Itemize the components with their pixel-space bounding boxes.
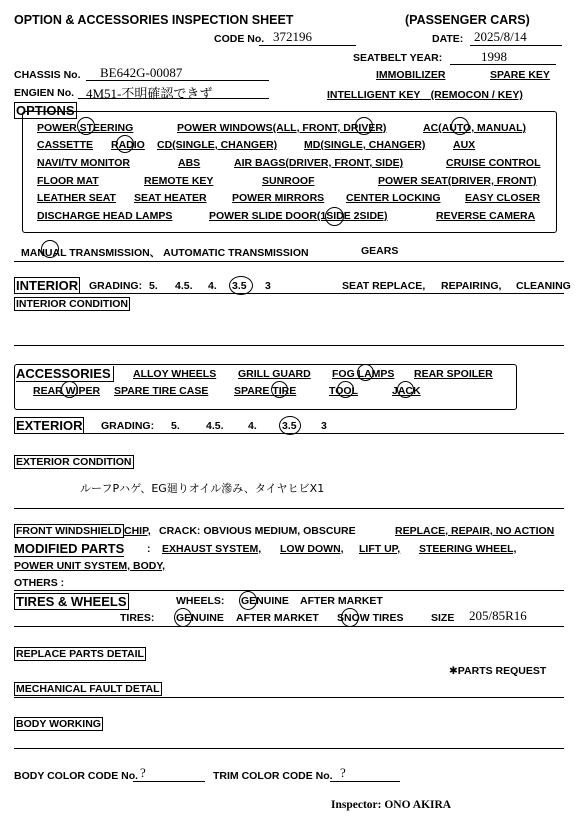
chassis-value[interactable]: BE642G-00087 <box>100 65 183 80</box>
selection-mark-tires-genuine <box>174 608 192 627</box>
body-color-label: BODY COLOR CODE No. <box>14 770 139 782</box>
option-floor-mat[interactable]: FLOOR MAT <box>37 175 99 187</box>
modified-exhaust[interactable]: EXHAUST SYSTEM, <box>162 543 262 555</box>
seatbelt-value[interactable]: 1998 <box>481 49 507 64</box>
accessory-tool[interactable]: TOOL <box>329 385 358 397</box>
tires-wheels-title: TIRES & WHEELS <box>16 594 127 609</box>
parts-request-label: ✱PARTS REQUEST <box>449 665 547 677</box>
interior-grade-5[interactable]: 5. <box>149 280 158 292</box>
option-radio[interactable]: RADIO <box>111 139 145 151</box>
mechanical-fault-label: MECHANICAL FAULT DETAL <box>16 683 160 695</box>
tire-size-value[interactable]: 205/85R16 <box>469 608 527 623</box>
option-center-locking[interactable]: CENTER LOCKING <box>346 192 441 204</box>
selection-mark-rear-wiper <box>61 381 78 398</box>
date-label: DATE: <box>432 33 464 45</box>
interior-repairing[interactable]: REPAIRING, <box>441 280 502 292</box>
date-value[interactable]: 2025/8/14 <box>474 29 527 44</box>
selection-mark-tool <box>337 381 354 398</box>
code-label: CODE No. <box>214 33 265 45</box>
code-value[interactable]: 372196 <box>273 29 312 44</box>
option-power-windows[interactable]: POWER WINDOWS(ALL, FRONT, DRIVER) <box>177 122 387 134</box>
option-easy-closer[interactable]: EASY CLOSER <box>465 192 541 204</box>
interior-grading-label: GRADING: <box>89 280 143 292</box>
interior-grade-4-5[interactable]: 4.5. <box>175 280 193 292</box>
selection-mark-1side <box>325 207 344 226</box>
exterior-grade-4-5[interactable]: 4.5. <box>206 420 224 432</box>
modified-low-down[interactable]: LOW DOWN, <box>280 543 344 555</box>
accessory-jack[interactable]: JACK <box>392 385 421 397</box>
body-working-label: BODY WORKING <box>16 718 101 730</box>
interior-grade-4[interactable]: 4. <box>208 280 217 292</box>
exterior-condition-note[interactable]: ルーフPハゲ、EG廻りオイル滲み、タイヤヒビX1 <box>80 482 325 495</box>
option-sunroof[interactable]: SUNROOF <box>262 175 315 187</box>
exterior-grading-label: GRADING: <box>101 420 155 432</box>
modified-colon: : <box>147 543 151 555</box>
interior-condition-label: INTERIOR CONDITION <box>16 298 128 310</box>
gears-label: GEARS <box>361 245 399 257</box>
seatbelt-label: SEATBELT YEAR: <box>353 52 443 64</box>
option-power-steering[interactable]: POWER STEERING <box>37 122 134 134</box>
selection-mark-driver <box>355 117 373 135</box>
options-title: OPTIONS <box>16 103 75 118</box>
accessory-rear-wiper[interactable]: REAR WIPER <box>33 385 101 397</box>
exterior-grade-3-5[interactable]: 3.5 <box>282 420 297 432</box>
selection-mark-ac-auto <box>451 117 469 135</box>
windshield-actions[interactable]: REPLACE, REPAIR, NO ACTION <box>395 525 555 537</box>
transmission-options[interactable]: MANUAL TRANSMISSION、 AUTOMATIC TRANSMISSION <box>21 247 309 259</box>
engine-label: ENGIEN No. <box>14 87 75 99</box>
wheels-genuine[interactable]: GENUINE <box>241 595 289 607</box>
option-cruise-control[interactable]: CRUISE CONTROL <box>446 157 541 169</box>
spare-key[interactable]: SPARE KEY <box>490 69 550 81</box>
selection-mark-jack <box>397 381 414 398</box>
selection-mark-spare-tire <box>271 381 288 398</box>
tire-size-label: SIZE <box>431 612 455 624</box>
exterior-condition-label: EXTERIOR CONDITION <box>16 456 132 468</box>
option-md[interactable]: MD(SINGLE, CHANGER) <box>304 139 426 151</box>
trim-color-value[interactable]: ? <box>340 765 346 780</box>
accessory-spare-tire-case[interactable]: SPARE TIRE CASE <box>114 385 209 397</box>
accessory-alloy-wheels[interactable]: ALLOY WHEELS <box>133 368 217 380</box>
selection-mark-fog-lamps <box>357 364 374 381</box>
option-power-seat[interactable]: POWER SEAT(DRIVER, FRONT) <box>378 175 537 187</box>
intelligent-key[interactable]: INTELLIGENT KEY (REMOCON / KEY) <box>327 89 523 101</box>
option-leather-seat[interactable]: LEATHER SEAT <box>37 192 116 204</box>
modified-steering-wheel[interactable]: STEERING WHEEL, <box>419 543 517 555</box>
exterior-title: EXTERIOR <box>16 418 83 433</box>
tires-snow-tires[interactable]: SNOW TIRES <box>337 612 404 624</box>
inspector-name: Inspector: ONO AKIRA <box>331 799 452 811</box>
chassis-label: CHASSIS No. <box>14 69 81 81</box>
trim-color-label: TRIM COLOR CODE No. <box>213 770 333 782</box>
engine-value[interactable]: 4M51-不明確認できず <box>86 86 213 101</box>
interior-cleaning[interactable]: CLEANING <box>516 280 571 292</box>
body-color-value[interactable]: ? <box>140 765 146 780</box>
option-seat-heater[interactable]: SEAT HEATER <box>134 192 207 204</box>
wheels-label: WHEELS: <box>176 595 225 607</box>
option-power-mirrors[interactable]: POWER MIRRORS <box>232 192 325 204</box>
interior-seat-replace[interactable]: SEAT REPLACE, <box>342 280 426 292</box>
tires-label: TIRES: <box>120 612 155 624</box>
windshield-chip[interactable]: CHIP, <box>124 525 151 537</box>
option-cd[interactable]: CD(SINGLE, CHANGER) <box>157 139 278 151</box>
option-air-bags[interactable]: AIR BAGS(DRIVER, FRONT, SIDE) <box>234 157 404 169</box>
selection-mark-wheels-genuine <box>239 591 257 610</box>
modified-others: OTHERS : <box>14 577 65 589</box>
tires-genuine[interactable]: GENUINE <box>176 612 224 624</box>
windshield-crack[interactable]: CRACK: OBVIOUS MEDIUM, OBSCURE <box>159 525 356 537</box>
option-power-slide-door[interactable]: POWER SLIDE DOOR(1SIDE 2SIDE) <box>209 210 388 222</box>
immobilizer[interactable]: IMMOBILIZER <box>376 69 446 81</box>
replace-parts-label: REPLACE PARTS DETAIL <box>16 648 144 660</box>
modified-lift-up[interactable]: LIFT UP, <box>359 543 401 555</box>
modified-power-unit-body[interactable]: POWER UNIT SYSTEM, BODY, <box>14 560 166 572</box>
interior-grade-3[interactable]: 3 <box>265 280 271 292</box>
option-reverse-camera[interactable]: REVERSE CAMERA <box>436 210 536 222</box>
accessory-fog-lamps[interactable]: FOG LAMPS <box>332 368 395 380</box>
wheels-after-market[interactable]: AFTER MARKET <box>300 595 383 607</box>
exterior-grade-4[interactable]: 4. <box>248 420 257 432</box>
option-ac[interactable]: AC(AUTO, MANUAL) <box>423 122 527 134</box>
interior-grade-3-5[interactable]: 3.5 <box>232 280 247 292</box>
option-aux[interactable]: AUX <box>453 139 476 151</box>
selection-mark-snow-tires <box>341 608 359 627</box>
accessory-rear-spoiler[interactable]: REAR SPOILER <box>414 368 493 380</box>
exterior-grade-3[interactable]: 3 <box>321 420 327 432</box>
selection-mark-radio <box>116 135 134 153</box>
selection-mark-power-steering <box>77 117 95 135</box>
option-cassette[interactable]: CASSETTE <box>37 139 94 151</box>
accessory-grill-guard[interactable]: GRILL GUARD <box>238 368 311 380</box>
option-discharge-head-lamps[interactable]: DISCHARGE HEAD LAMPS <box>37 210 173 222</box>
exterior-grade-5[interactable]: 5. <box>171 420 180 432</box>
interior-title: INTERIOR <box>16 278 79 293</box>
sheet-title: OPTION & ACCESSORIES INSPECTION SHEET <box>14 13 294 27</box>
option-abs[interactable]: ABS <box>178 157 201 169</box>
option-remote-key[interactable]: REMOTE KEY <box>144 175 214 187</box>
modified-parts-title: MODIFIED PARTS <box>14 541 125 556</box>
option-navi-tv[interactable]: NAVI/TV MONITOR <box>37 157 130 169</box>
accessory-spare-tire[interactable]: SPARE TIRE <box>234 385 297 397</box>
accessories-title: ACCESSORIES <box>16 366 114 382</box>
vehicle-category: (PASSENGER CARS) <box>405 13 530 27</box>
front-windshield-label: FRONT WINDSHIELD <box>16 525 122 537</box>
selection-mark-manual <box>41 240 59 258</box>
tires-after-market[interactable]: AFTER MARKET <box>236 612 319 624</box>
